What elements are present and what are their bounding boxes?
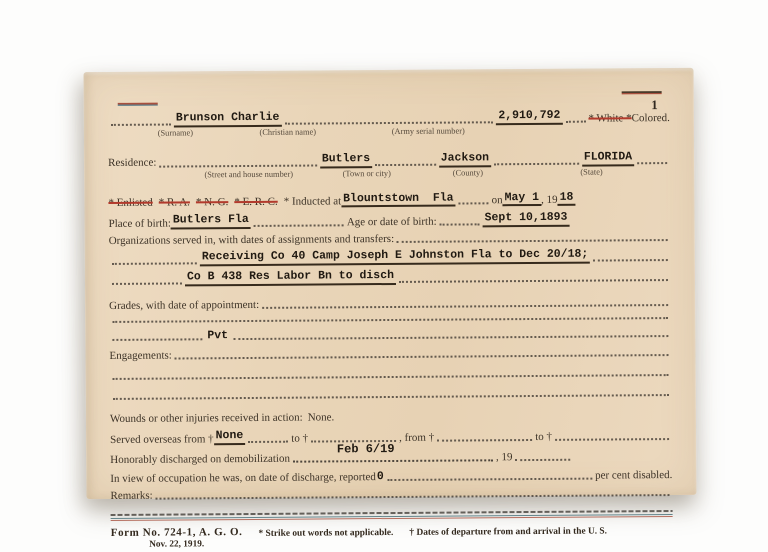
overseas-from2-label: , from † <box>399 431 435 444</box>
grade-value-row <box>109 326 671 344</box>
dotted-leader <box>113 372 669 380</box>
dotted-leader <box>248 439 288 443</box>
serial-number-label: (Army serial number) <box>391 126 465 136</box>
discharge-row <box>110 442 672 467</box>
dotted-leader <box>175 352 669 359</box>
year-prefix-label: , 19 <box>541 194 558 207</box>
christian-name-label: (Christian name) <box>259 127 317 137</box>
county-label: (County) <box>452 167 484 178</box>
footer-divider <box>111 510 673 522</box>
induction-date-value: May 1 <box>503 191 542 207</box>
ng-struck: * N. G. <box>195 196 229 209</box>
age-or-birthdate-label: Age or date of birth: <box>346 215 437 229</box>
discharge-date-value: Feb 6/19 <box>336 442 395 457</box>
overseas-to2-label: to † <box>535 430 553 443</box>
organizations-line2 <box>109 267 671 288</box>
dotted-leader <box>555 436 669 441</box>
erc-struck: * E. R. C. <box>234 195 278 209</box>
disability-value: 0 <box>376 470 384 484</box>
footer <box>111 523 673 551</box>
disability-label: In view of occupation he was, on date of discharge, reported <box>110 471 376 485</box>
form-number: Form No. 724-1, A. G. O. <box>110 526 243 540</box>
dotted-leader <box>159 162 316 167</box>
dotted-leader <box>593 257 668 262</box>
dotted-leader <box>375 161 436 165</box>
dotted-leader <box>565 118 585 122</box>
remarks-label: Remarks: <box>110 489 153 503</box>
race-colored-label: Colored. <box>631 111 670 124</box>
organizations-label: Organizations served in, with dates of assignments and transfers: <box>108 233 395 248</box>
dotted-leader <box>112 315 668 323</box>
pencil-tick-right-icon <box>622 91 662 94</box>
inducted-at-label: * Inducted at <box>283 195 342 208</box>
dotted-leader <box>440 222 480 226</box>
form-id-block <box>111 526 243 551</box>
remarks-row <box>110 486 672 503</box>
town-label: (Town or city) <box>342 168 391 178</box>
engagements-row <box>109 346 671 363</box>
dotted-leader <box>399 277 668 283</box>
dotted-leader <box>459 201 489 205</box>
birth-row <box>109 210 671 231</box>
induction-place-value: Blountstown Fla <box>341 191 456 208</box>
residence-state-value: FLORIDA <box>582 150 634 166</box>
enlisted-struck: * Enlisted <box>108 196 153 210</box>
state-label: (State) <box>580 167 603 177</box>
dotted-leader <box>156 492 670 500</box>
street-label: (Street and house number) <box>204 169 294 179</box>
on-label: on <box>491 194 503 207</box>
dotted-leader <box>254 223 344 228</box>
dotted-leader <box>515 457 570 461</box>
grades-label: Grades, with date of appointment: <box>109 298 260 312</box>
dotted-leader <box>262 302 668 309</box>
pencil-tick-left-icon <box>118 103 158 106</box>
organization1-value: Receiving Co 40 Camp Joseph E Johnston Fla to Dec 20/18; <box>200 248 591 267</box>
soldier-name-value: Brunson Charlie <box>174 111 282 128</box>
place-of-birth-value: Butlers Fla <box>171 213 251 229</box>
overseas-to1-label: to † <box>291 432 309 445</box>
service-record-card <box>84 68 697 551</box>
strike-note: * Strike out words not applicable. <box>258 528 394 540</box>
page-number: 1 <box>651 97 658 113</box>
overseas-from1-value: None <box>214 429 246 445</box>
dotted-leader <box>113 392 669 400</box>
residence-town-value: Butlers <box>320 152 372 168</box>
organization2-value: Co B 438 Res Labor Bn to disch <box>185 269 396 286</box>
overseas-from1-label: Served overseas from † <box>110 433 214 446</box>
blank-spacer <box>573 463 665 464</box>
residence-county-value: Jackson <box>439 151 491 167</box>
blank-dotted-row <box>109 315 671 326</box>
dotted-leader <box>284 119 493 124</box>
dotted-leader <box>494 160 579 165</box>
dotted-leader <box>293 442 493 463</box>
discharge-year-label: , 19 <box>495 451 513 464</box>
disability-row <box>110 468 672 486</box>
dotted-leader <box>637 160 667 164</box>
surname-label: (Surname) <box>157 128 194 138</box>
birthdate-value: Sept 10,1893 <box>483 211 570 227</box>
dotted-leader <box>112 261 197 266</box>
induction-row <box>108 190 670 211</box>
grades-row <box>109 296 671 313</box>
blank-dotted-row <box>110 392 672 403</box>
dotted-leader <box>111 121 171 125</box>
dotted-leader <box>233 333 668 340</box>
dotted-leader <box>388 476 592 481</box>
engagements-label: Engagements: <box>109 349 172 362</box>
dotted-leader <box>397 237 668 243</box>
blank-dotted-row <box>110 372 672 383</box>
race-white-struck: * White * <box>588 111 632 125</box>
ra-struck: * R. A. <box>158 196 190 209</box>
wounds-row <box>110 409 672 426</box>
place-of-birth-label: Place of birth: <box>108 217 171 230</box>
organizations-row <box>109 231 671 248</box>
induction-year-value: 18 <box>558 190 576 206</box>
wounds-label: Wounds or other injuries received in action: <box>109 411 303 426</box>
discharge-label: Honorably discharged on demobilization <box>110 452 290 467</box>
dotted-leader <box>437 437 532 442</box>
dotted-leader <box>112 336 202 341</box>
form-date: Nov. 22, 1919. <box>149 539 205 551</box>
organizations-line1 <box>109 247 671 268</box>
serial-number-value: 2,910,792 <box>496 109 562 125</box>
grade-value: Pvt <box>207 329 229 343</box>
dagger-note: † Dates of departure from and arrival in the U. S. <box>409 526 607 539</box>
wounds-value: None. <box>307 411 335 424</box>
dotted-leader <box>112 280 182 284</box>
residence-label: Residence: <box>108 157 157 170</box>
disability-suffix-label: per cent disabled. <box>595 468 673 482</box>
